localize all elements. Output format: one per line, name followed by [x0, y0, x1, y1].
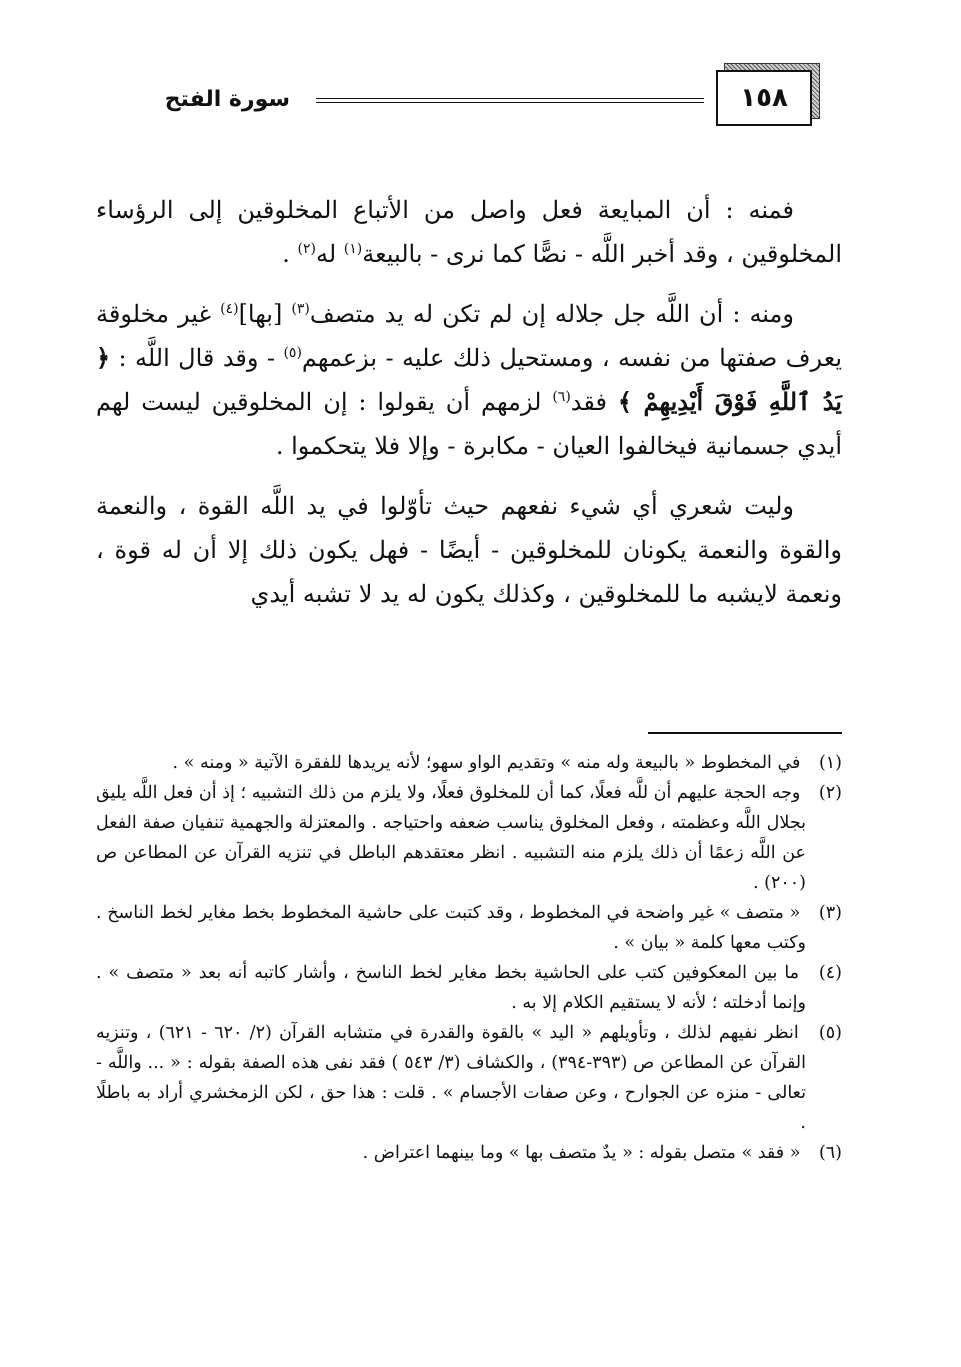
- page-number: [716, 70, 812, 126]
- page-number-label: ١٥٨: [740, 83, 788, 113]
- footnotes: [96, 748, 842, 1168]
- footnote-number: (٥): [818, 1023, 842, 1043]
- text-run: ومنه : أن اللَّه جل جلاله إن لم تكن له يد متصف: [309, 300, 794, 328]
- footnote: [96, 958, 842, 1018]
- footnote-marker: (٢): [297, 241, 316, 257]
- paragraph: [96, 188, 842, 276]
- footnote-text: وجه الحجة عليهم أن للَّه فعلًا، كما أن للمخلوق فعلًا، ولا يلزم من ذلك التشبيه ؛ إذ أن فعل اللَّه يليق بجلال اللَّه وعظمته ، وفعل المخلوق يناسب ضعفه واحتياجه . والمعتزلة والجهمية تنفيان صفة الفعل عن اللَّه زعمًا أن ذلك يلزم منه التشبيه . انظر معتقدهم الباطل في تنزيه القرآن عن المطاعن ص (٢٠٠) .: [96, 783, 806, 893]
- text-run: له: [315, 240, 344, 268]
- text-run: [بها]: [238, 300, 292, 328]
- footnote-marker: (٥): [283, 345, 302, 361]
- footnote-text: انظر نفيهم لذلك ، وتأويلهم « اليد » بالقوة والقدرة في متشابه القرآن (٢/ ٦٢٠ - ٦٢١) ، وتنزيه القرآن عن المطاعن ص (٣٩٣-٣٩٤) ، والكشاف (٣/ ٥٤٣ ) فقد نفى هذه الصفة بقوله : « ... واللَّه - تعالى - منزه عن الجوارح ، وعن صفات الأجسام » . قلت : هذا حق ، لكن الزمخشري أراد به باطلًا .: [96, 1023, 807, 1133]
- quran-citation: ﴿ يَدُ ٱللَّهِ فَوْقَ أَيْدِيهِمْ ﴾: [96, 343, 842, 416]
- footnote: [96, 1018, 842, 1138]
- footnote-number: (١): [818, 753, 842, 773]
- footnote-text: في المخطوط « بالبيعة وله منه » وتقديم الواو سهو؛ لأنه يريدها للفقرة الآتية « ومنه » .: [172, 753, 801, 773]
- text-run: فمنه : أن المبايعة فعل واصل من الأتباع المخلوقين إلى الرؤساء المخلوقين ، وقد أخبر اللَّه - نصًّا كما نرى - بالبيعة: [96, 196, 842, 268]
- surah-title: سورة الفتح: [164, 87, 290, 112]
- paragraph: [96, 484, 842, 616]
- paragraph: [96, 292, 842, 468]
- main-text: [96, 188, 842, 616]
- footnote: [96, 748, 842, 778]
- text-run: فقد: [570, 388, 618, 416]
- header-rule-bottom: [316, 102, 704, 103]
- footnote: [96, 898, 842, 958]
- footnote: [96, 1138, 842, 1168]
- text-run: .: [282, 240, 298, 268]
- footnote: [96, 778, 842, 898]
- text-run: غير مخلوقة يعرف صفتها من نفسه ، ومستحيل ذلك عليه - بزعمهم: [96, 300, 842, 372]
- footnote-marker: (٣): [291, 301, 310, 317]
- text-run: وليت شعري أي شيء نفعهم حيث تأوّلوا في يد اللَّه القوة ، والنعمة والقوة والنعمة يكونان للمخلوقين - أيضًا - فهل يكون ذلك إلا أن له قوة ، ونعمة لايشبه ما للمخلوقين ، وكذلك يكون له يد لا تشبه أيدي: [96, 492, 842, 608]
- footnote-text: « فقد » متصل بقوله : « يدٌ متصف بها » وما بينهما اعتراض .: [362, 1143, 801, 1163]
- footnote-number: (٣): [818, 903, 842, 923]
- text-run: لزمهم أن يقولوا : إن المخلوقين ليست لهم أيدي جسمانية فيخالفوا العيان - مكابرة - وإلا فلا يتحكموا .: [96, 388, 842, 460]
- footnote-marker: (٦): [552, 389, 571, 405]
- footnote-text: ما بين المعكوفين كتب على الحاشية بخط مغاير لخط الناسخ ، وأشار كاتبه أنه بعد « متصف » . وإنما أدخلته ؛ لأنه لا يستقيم الكلام إلا به .: [96, 963, 806, 1013]
- text-run: - وقد قال اللَّه :: [110, 344, 284, 372]
- footnote-number: (٢): [818, 783, 842, 803]
- footnote-number: (٦): [818, 1143, 842, 1163]
- footnote-text: « متصف » غير واضحة في المخطوط ، وقد كتبت على حاشية المخطوط بخط مغاير لخط الناسخ . وكتب معها كلمة « بيان » .: [96, 903, 806, 953]
- footnote-separator: [648, 732, 842, 734]
- footnote-marker: (١): [343, 241, 363, 257]
- footnote-marker: (٤): [220, 301, 239, 317]
- header-rule-top: [316, 98, 704, 99]
- footnote-number: (٤): [818, 963, 842, 983]
